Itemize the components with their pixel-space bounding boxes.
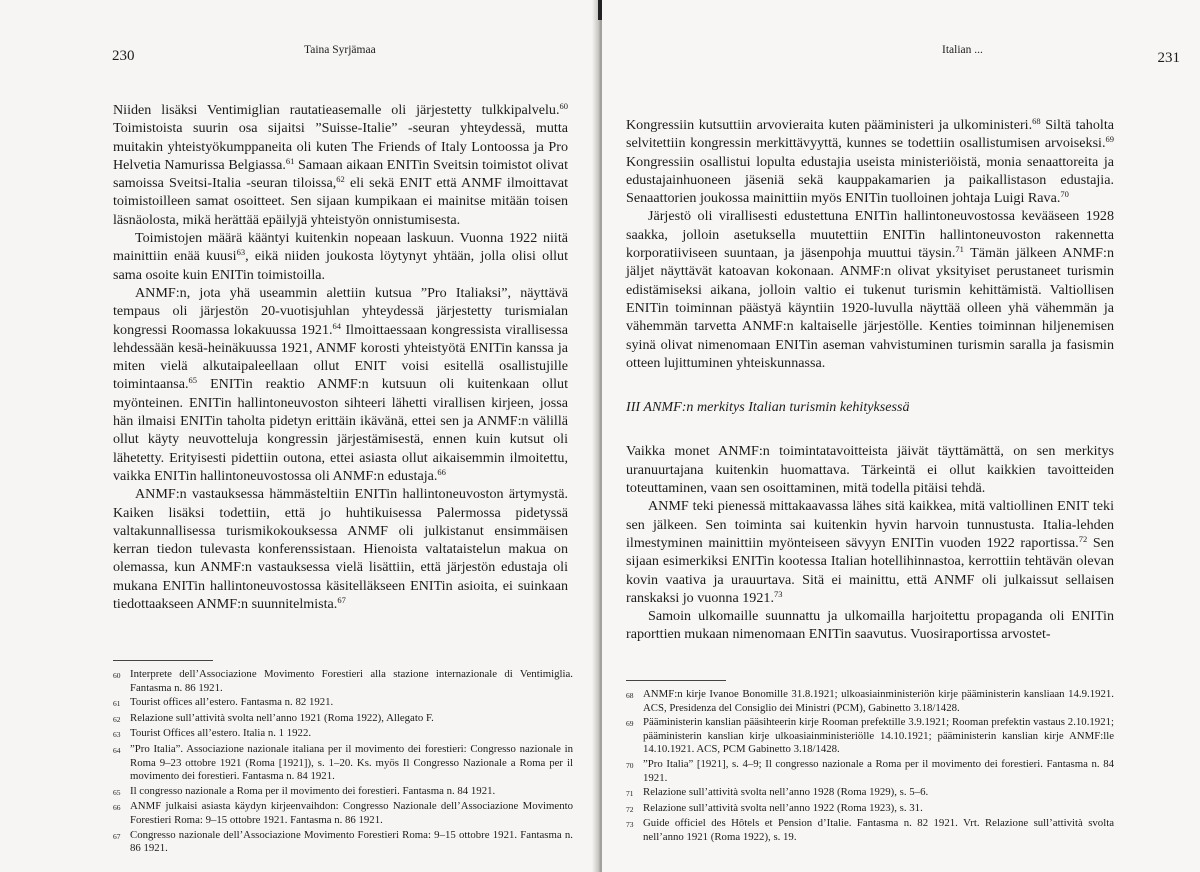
paragraph	[113, 101, 568, 229]
footnote-number: 67	[113, 831, 121, 841]
footnote-text: ANMF julkaisi asiasta käydyn kirjeenvaihdon: Congresso Nazionale dell’Associazione Movimento Forestieri Roma: 9–15 ottobre 1921. Fantasma n. 86 1921.	[130, 800, 573, 826]
footnote-number: 73	[626, 820, 634, 830]
left-footnotes	[113, 668, 573, 857]
paragraph	[626, 607, 1114, 644]
text-run: Toimistojen määrä kääntyi kuitenkin nopeaan laskuun. Vuonna 1922 niitä mainittiin enää kuusi	[113, 230, 568, 265]
page-number-right: 231	[1157, 50, 1180, 66]
footnote-ref: 71	[955, 244, 964, 255]
footnote-text: Guide officiel des Hôtels et Pension d’Italie. Fantasma n. 82 1921. Vrt. Relazione sull’attività svolta nell’anno 1921 (Roma 1922), s. 19.	[643, 817, 1114, 843]
footnote-number: 61	[113, 699, 121, 709]
right-body-text	[626, 116, 1114, 644]
page-number-left: 230	[112, 48, 135, 64]
footnote-text: ”Pro Italia”. Associazione nazionale italiana per il movimento dei forestieri: Congresso nazionale in Roma 9–23 ottobre 1921 (Roma [1921]), s. 1–20. Ks. myös Il Congresso Nazionale a Roma per il movimento dei forestieri. Fantasma n. 84 1921.	[130, 742, 573, 783]
footnote-ref: 63	[236, 247, 246, 258]
footnote-ref: 72	[1078, 533, 1088, 544]
footnote-number: 69	[626, 719, 634, 729]
footnote	[113, 668, 573, 695]
footnote-text: Relazione sull’attività svolta nell’anno 1921 (Roma 1922), Allegato F.	[130, 711, 434, 724]
right-page	[602, 0, 1200, 872]
footnote	[113, 727, 573, 742]
footnote-text: Pääministerin kanslian pääsihteerin kirje Rooman prefektille 3.9.1921; Rooman prefektin vastaus 2.10.1921; pääministerin kanslian kirje ulkoasiainministeriölle 14.10.1921; pääministerin kanslian kirje ANMF:lle 14.10.1921. ACS, PCM Gabinetto 3.18/1428.	[643, 716, 1114, 756]
footnote-number: 68	[626, 691, 634, 700]
footnote-text: ”Pro Italia” [1921], s. 4–9; Il congresso nazionale a Roma per il movimento dei forestieri. Fantasma n. 84 1921.	[643, 757, 1114, 784]
footnote-text: Relazione sull’attività svolta nell’anno 1922 (Roma 1923), s. 31.	[643, 801, 923, 814]
footnote-number: 72	[626, 804, 634, 814]
footnote-text: Tourist Offices all’estero. Italia n. 1 1922.	[130, 727, 312, 740]
footnote-ref: 66	[437, 466, 446, 477]
text-run: Siltä taholta selvitettiin kongressin merkittävyyttä, kunnes se todettiin osallistumisen arvoiseksi.	[626, 117, 1114, 152]
running-head-left: Taina Syrjämaa	[304, 44, 376, 56]
text-run: ANMF:n vastauksessa hämmästeltiin ENITin hallintoneuvoston ärtymystä. Kaiken lisäksi todettiin, että jo huhtikuisessa Palermossa pidetyssä valtakunnallisessa turismikokouksessa ANMF oli julkistanut ensimmäisen kerran tiedon tulevasta konferenssistaan. Hienoista valtataistelun makua on olemassa, kun ANMF:n vastauksessa vielä lisättiin, että järjestön edustaja oli mukana ENITin hallintoneuvostossa käsitelläkseen ENITin asioita, ei suinkaan tiedottaakseen ANMF:n suunnitelmista.	[113, 486, 568, 613]
text-run: Kongressiin kutsuttiin arvovieraita kuten pääministeri ja ulkoministeri.	[626, 117, 1033, 133]
footnote	[113, 785, 573, 800]
paragraph	[626, 116, 1114, 207]
footnote-ref: 69	[1105, 134, 1114, 145]
text-run: Samaan aikaan ENITin Sveitsin toimistot olivat samoissa Sveitsi-Italia -seuran tiloissa,	[113, 156, 568, 192]
footnote	[626, 758, 1114, 785]
text-run: Sen sijaan esimerkiksi ENITin kootessa Italian hotellihinnastoa, kerrottiin tehtävän olevan kovin vaativa ja urauurtava. Sitä ei mainittu, että ANMF oli julkaissut sellaisen ranskaksi jo vuonna 1921.	[626, 534, 1114, 606]
text-run: Tämän jälkeen ANMF:n jäljet näyttävät katoavan kokonaan. ANMF:n olivat yksityiset perustaneet turismin edistämiseksi aikana, jolloin valtio ei tukenut turismin kehittämistä. Valtiollisen ENITin toiminnan päästyä käyntiin 1920-luvulla näyttää olleen yhä vähemmän ja vähemmän tarvetta ANMF:n kaltaiselle järjestölle. Kenties toiminnan hiljenemisen syinä olivat nimenomaan ENITin aseman vahvistuminen turismin saralla ja fasismin otteen lujittuminen yhteiskunnassa.	[626, 245, 1114, 371]
text-run: ENITin reaktio ANMF:n kutsuun oli kuitenkaan ollut myönteinen. ENITin hallintoneuvoston sihteeri lähetti virallisen kirjeen, jossa hän ilmaisi ENITin taholta pidetyn erittäin ikävänä, ettei sen ja ANMF:n välillä ollut käyty neuvotteluja kongressin järjestämisestä, ennen kuin kutsut oli lähetetty. Erityisesti pidettiin outona, ettei asiasta ollut aikaisemmin ilmoitettu, vaikka ENITin hallintoneuvostossa oli ANMF:n edustaja.	[113, 376, 568, 484]
footnote-ref: 62	[336, 174, 345, 185]
footnote-text: Tourist offices all’estero. Fantasma n. 82 1921.	[130, 696, 334, 709]
footnote-ref: 65	[188, 375, 198, 386]
footnote	[626, 688, 1114, 715]
footnote-text: ANMF:n kirje Ivanoe Bonomille 31.8.1921; ulkoasiainministeriön kirje pääministerin kansliaan 14.9.1921. ACS, Presidenza del Consiglio dei Ministri (PCM), Gabinetto 3.18/1428.	[643, 688, 1114, 714]
text-run: Toimistoista suurin osa sijaitsi ”Suisse-Italie” -seuran yhteydessä, mutta muitakin yhteistyökumppaneita oli kuten The Friends of Italy Lontoossa ja Pro Helvetia Namurissa Belgiassa.	[113, 120, 568, 173]
footnote-ref: 68	[1032, 116, 1041, 126]
footnote-rule-right	[626, 680, 726, 681]
paragraph	[113, 485, 568, 613]
text-run: Vaikka monet ANMF:n toimintatavoitteista jäivät täyttämättä, on sen merkitys uranuurtajana kuitenkin huomattava. Tärkeintä ei ollut kaikkien tavoitteiden toteuttaminen, vaan sen osoittaminen, mitä todella pitäisi tehdä.	[626, 443, 1114, 497]
text-run: ANMF:n, jota yhä useammin alettiin kutsua ”Pro Italiaksi”, näyttävä tempaus oli järjestön 20-vuotisjuhlan yhteydessä järjestetty turismialan kongressi Roomassa lokakuussa 1921.	[113, 284, 568, 338]
footnote-number: 64	[113, 745, 121, 755]
footnote	[113, 829, 573, 856]
footnote	[626, 716, 1114, 757]
paragraph	[626, 442, 1114, 497]
text-run: Kongressiin osallistui lopulta edustajia useista ministeriöistä, monia senaattoreita ja edustajainhuoneen jäseniä sekä kauppakamarien ja paikallistason edustajia. Senaattorien joukossa mainittiin myös ENITin tuolloinen johtaja Luigi Rava.	[626, 153, 1114, 207]
footnote-text: Interprete dell’Associazione Movimento Forestieri alla stazione internazionale di Ventimiglia. Fantasma n. 86 1921.	[130, 668, 573, 694]
footnote-number: 60	[113, 671, 121, 680]
footnote	[113, 743, 573, 784]
footnote-ref: 70	[1060, 189, 1069, 200]
footnote-ref: 73	[773, 588, 783, 599]
footnote-text: Congresso nazionale dell’Associazione Movimento Forestieri Roma: 9–15 ottobre 1921. Fantasma n. 86 1921.	[130, 828, 573, 855]
footnote-text: Il congresso nazionale a Roma per il movimento dei forestieri. Fantasma n. 84 1921.	[130, 784, 496, 797]
running-head-right: Italian ...	[942, 44, 983, 56]
footnote-ref: 64	[332, 320, 342, 331]
footnote-number: 71	[626, 789, 634, 799]
footnote	[113, 712, 573, 727]
right-footnotes	[626, 688, 1114, 846]
footnote	[626, 786, 1114, 801]
footnote-ref: 60	[559, 101, 568, 111]
section-title: III ANMF:n merkitys Italian turismin kehityksessä	[626, 399, 910, 416]
footnote-number: 63	[113, 730, 121, 740]
footnote	[113, 696, 573, 711]
text-run: Niiden lisäksi Ventimiglian rautatieasemalle oli järjestetty tulkkipalvelu.	[113, 102, 560, 118]
paragraph	[626, 497, 1114, 607]
paragraph	[113, 229, 568, 284]
text-run: Ilmoittaessaan kongressista virallisessa lehdessään kesä-heinäkuussa 1921, ANMF korosti yhteistyötä ENITin kanssa ja miten vielä alkutaipaleellaan ollut ENIT voisi esitellä osallistujille toimintaansa.	[113, 321, 568, 393]
left-body-text	[113, 101, 568, 613]
text-run: Järjestö oli virallisesti edustettuna ENITin hallintoneuvostossa kevääseen 1928 saakka, jolloin asetuksella muutettiin ENITin hallintoneuvoston rakennetta korporatiiviseen suuntaan, ja jäsenpohja muuttui täysin.	[626, 208, 1114, 262]
footnote	[113, 800, 573, 827]
footnote	[626, 802, 1114, 817]
footnote-number: 70	[626, 760, 634, 770]
footnote-ref: 67	[337, 595, 346, 606]
footnote-number: 66	[113, 803, 121, 813]
footnote-text: Relazione sull’attività svolta nell’anno 1928 (Roma 1929), s. 5–6.	[643, 786, 929, 799]
footnote	[626, 817, 1114, 844]
text-run: eli sekä ENIT että ANMF ilmoittavat toimistoilleen samat osoitteet. Sen sijaan kumpikaan ei mainitse mitään toisen läsnäolosta, mikä herättää epäilyjä yhteistyön onnistumisesta.	[113, 175, 568, 228]
paragraph	[113, 284, 568, 485]
text-run: ANMF teki pienessä mittakaavassa lähes sitä kaikkea, mitä valtiollinen ENIT teki sen jälkeen. Sen toiminta sai kuitenkin hyvin harvoin tunnustusta. Italia-lehden ilmestyminen mainittiin myönteiseen sävyyn ENITin vuoden 1922 raportissa.	[626, 498, 1114, 551]
footnote-number: 65	[113, 787, 121, 797]
paragraph	[626, 207, 1114, 372]
left-page	[0, 0, 598, 872]
text-run: Samoin ulkomaille suunnattu ja ulkomailla harjoitettu propaganda oli ENITin raporttien mukaan nimenomaan ENITin saavutus. Vuosiraportissa arvostet-	[626, 608, 1114, 643]
footnote-number: 62	[113, 714, 121, 724]
text-run: , eikä niiden joukosta löytynyt yhtään, jolla olisi ollut sama osoite kuin ENITin toimistoilla.	[113, 248, 568, 283]
footnote-rule-left	[113, 660, 213, 661]
footnote-ref: 61	[285, 155, 295, 166]
